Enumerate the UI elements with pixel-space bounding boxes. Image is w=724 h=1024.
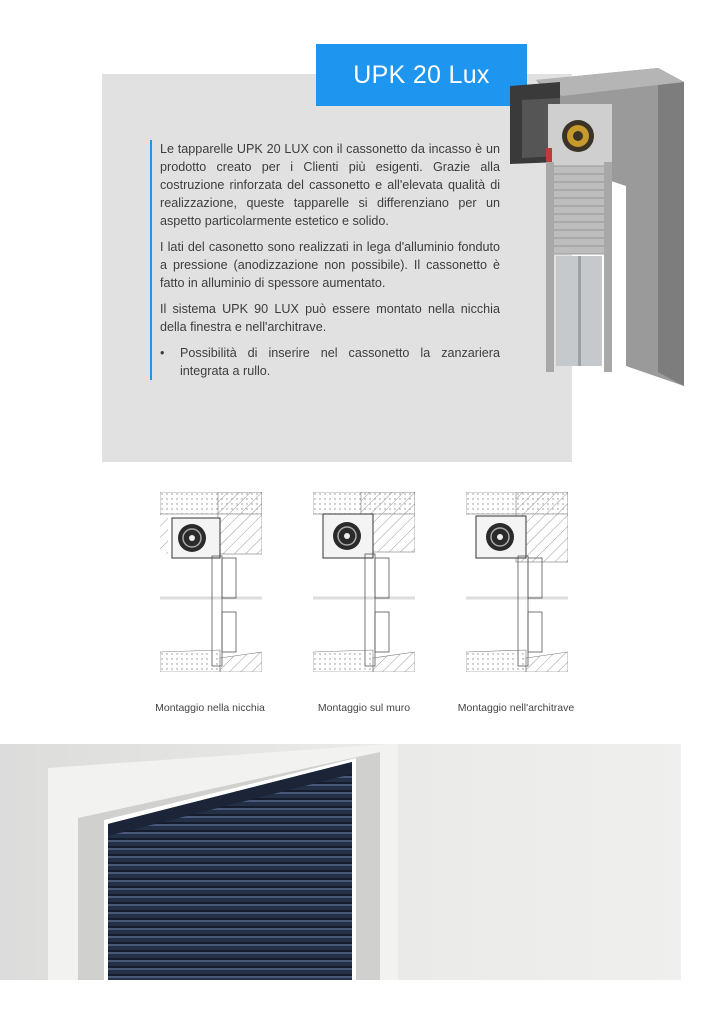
product-render-image: [508, 66, 686, 386]
description-paragraph-3: Il sistema UPK 90 LUX può essere montato nella nicchia della finestra e nell'architrave.: [160, 302, 500, 334]
product-title: UPK 20 Lux: [316, 44, 527, 106]
caption-niche: Montaggio nella nicchia: [155, 702, 265, 714]
description-text: [150, 140, 500, 380]
description-paragraph-1: Le tapparelle UPK 20 LUX con il cassonetto da incasso è un prodotto creato per i Clienti più esigenti. Grazie alla costruzione rinforzata del cassonetto e all'elevata qualità di realizzazione, queste tapparelle si differenziano per un aspetto particolarmente estetico e solido.: [160, 142, 500, 228]
description-paragraph-2: I lati del casonetto sono realizzati in lega d'alluminio fonduto a pressione (anodizzazione non possibile). Il cassonetto è fatto in alluminio di spessore aumentato.: [160, 240, 500, 290]
feature-bullet-text: Possibilità di inserire nel cassonetto la zanzariera integrata a rullo.: [180, 346, 500, 378]
section-drawing-wall: [313, 492, 415, 672]
bullet-dot-icon: •: [160, 346, 165, 360]
section-drawing-lintel: [466, 492, 568, 672]
section-drawing-niche: [160, 492, 262, 672]
caption-wall: Montaggio sul muro: [317, 702, 411, 714]
feature-bullet: [160, 344, 500, 380]
caption-lintel: Montaggio nell'architrave: [457, 702, 575, 714]
window-shutter-photo: [0, 744, 681, 980]
